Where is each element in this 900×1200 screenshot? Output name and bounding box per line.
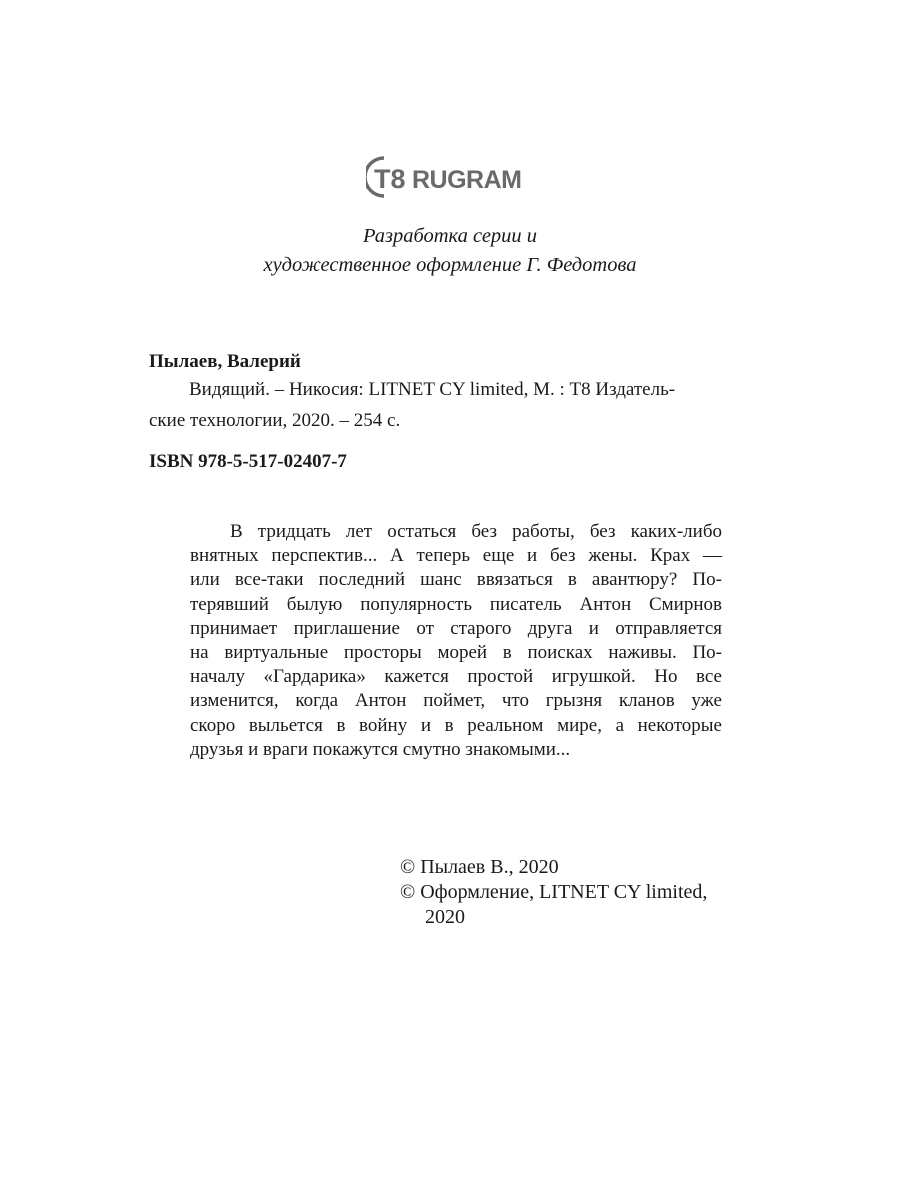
annotation-line: или все-таки последний шанс ввязаться в авантюру? По- xyxy=(190,569,722,591)
annotation-line: друзья и враги покажутся смутно знакомыми... xyxy=(190,738,571,760)
annotation-line: на виртуальные просторы морей в поисках наживы. По- xyxy=(190,642,722,664)
t8-rugram-logo xyxy=(366,152,536,200)
annotation-line: скоро выльется в войну и в реальном мире, а некоторые xyxy=(190,714,722,736)
annotation-line: В тридцать лет остаться без работы, без каких-либо xyxy=(230,521,722,542)
credits-line-2: художественное оформление Г. Федотова xyxy=(263,254,637,276)
annotation-line: принимает приглашение от старого друга и отправляется xyxy=(190,617,722,639)
copyright-line-2: © Оформление, LITNET CY limited, xyxy=(400,881,708,903)
bib-line-1: Видящий. – Никосия: LITNET CY limited, М. : Т8 Издатель- xyxy=(189,379,676,400)
annotation xyxy=(190,520,722,762)
bib-line-2: ские технологии, 2020. – 254 с. xyxy=(149,410,401,431)
copyright-block xyxy=(400,855,707,930)
logo-name: RUGRAM xyxy=(412,166,522,194)
bibliographic-record xyxy=(149,374,731,436)
credits-line-1: Разработка серии и xyxy=(362,225,538,247)
series-credits xyxy=(0,222,900,280)
annotation-line: терявший былую популярность писатель Антон Смирнов xyxy=(190,593,722,615)
annotation-line: началу «Гардарика» кажется простой игрушкой. Но все xyxy=(190,666,722,688)
copyright-line-3: 2020 xyxy=(425,906,465,928)
annotation-line: внятных перспектив... А теперь еще и без жены. Крах — xyxy=(190,545,722,567)
annotation-line: изменится, когда Антон поймет, что грызня кланов уже xyxy=(190,690,722,712)
author-name: Пылаев, Валерий xyxy=(149,351,301,372)
logo-mark: T8 xyxy=(374,164,406,194)
copyright-line-1: © Пылаев В., 2020 xyxy=(400,856,559,878)
isbn: ISBN 978-5-517-02407-7 xyxy=(149,451,347,472)
publisher-logo xyxy=(366,152,536,200)
